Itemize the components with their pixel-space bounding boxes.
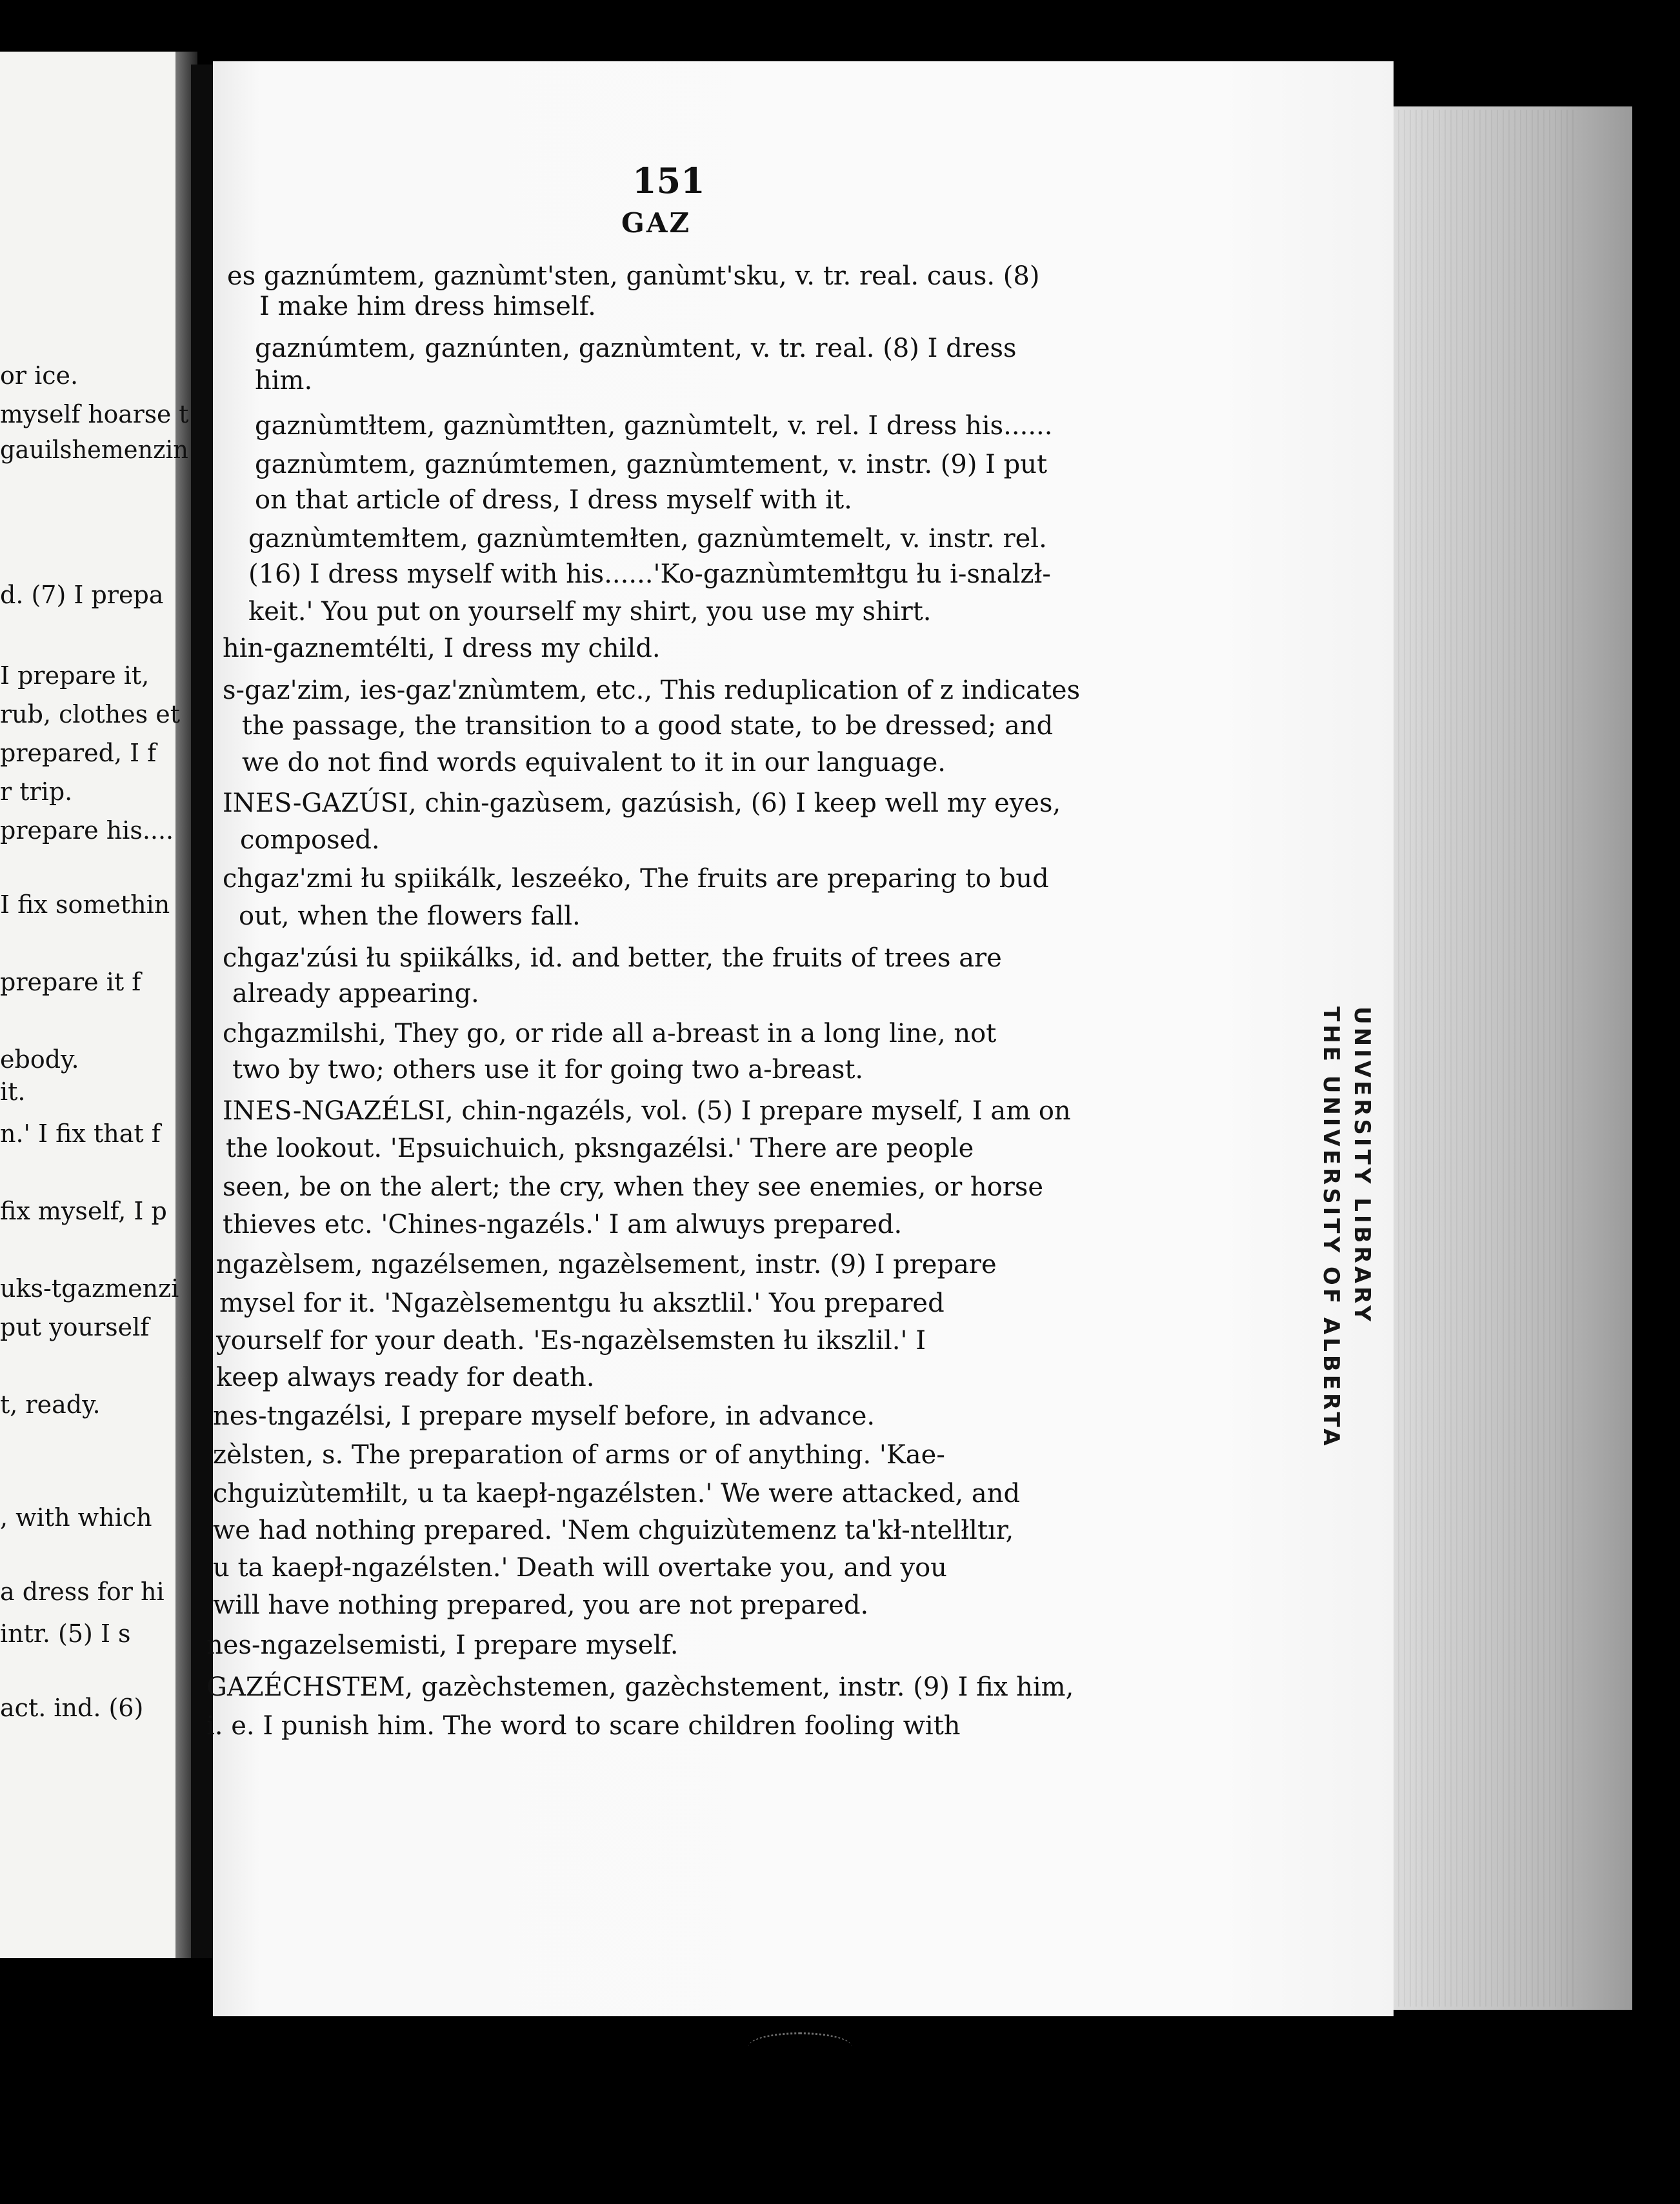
left-fragment: t, ready. xyxy=(0,1390,101,1419)
left-fragment: d. (7) I prepa xyxy=(0,581,164,609)
entry-line: zèlsten, s. The preparation of arms or of anything. 'Kae- xyxy=(213,1440,945,1470)
left-fragment: put yourself xyxy=(0,1313,150,1341)
entry-line: keep always ready for death. xyxy=(216,1363,595,1392)
entry-line: GAZÉCHSTEM, gazèchstemen, gazèchstement, instr. (9) I fix him, xyxy=(206,1672,1074,1702)
left-fragment: fix myself, I p xyxy=(0,1197,167,1225)
left-fragment: rub, clothes et xyxy=(0,700,181,728)
entry-line: thieves etc. 'Chines-ngazéls.' I am alwuys prepared. xyxy=(223,1210,903,1239)
entry-line: nes-ngazelsemisti, I prepare myself. xyxy=(206,1630,679,1660)
stamp-line-1: UNIVERSITY LIBRARY xyxy=(1349,1007,1375,1325)
entry-line: I make him dress himself. xyxy=(259,292,596,321)
left-fragment: or ice. xyxy=(0,361,79,390)
page-smudge xyxy=(748,2032,852,2060)
entry-line: we do not find words equivalent to it in our language. xyxy=(242,748,946,777)
left-fragment: r trip. xyxy=(0,777,73,806)
left-fragment: prepared, I f xyxy=(0,739,157,767)
left-fragment: intr. (5) I s xyxy=(0,1619,131,1648)
entry-line: hin-gaznemtélti, I dress my child. xyxy=(223,634,661,663)
entry-line: chgaz'zúsi łu spiikálks, id. and better, the fruits of trees are xyxy=(223,943,1002,973)
left-fragment: prepare it f xyxy=(0,968,141,996)
entry-line: the lookout. 'Epsuichuich, pksngazélsi.' There are people xyxy=(226,1134,974,1163)
page-number: 151 xyxy=(632,160,705,201)
entry-line: gaznúmtem, gaznúnten, gaznùmtent, v. tr. real. (8) I dress xyxy=(255,334,1017,363)
left-fragment: I prepare it, xyxy=(0,661,150,690)
entry-line: keit.' You put on yourself my shirt, you use my shirt. xyxy=(248,597,932,626)
entry-line: nes-tngazélsi, I prepare myself before, in advance. xyxy=(213,1401,875,1431)
entry-line: gaznùmtłtem, gaznùmtłten, gaznùmtelt, v. rel. I dress his...... xyxy=(255,411,1053,441)
entry-line: u ta kaepł-ngazélsten.' Death will overtake you, and you xyxy=(213,1553,947,1583)
entry-line: INES-GAZÚSI, chin-gazùsem, gazúsish, (6) I keep well my eyes, xyxy=(223,788,1061,818)
entry-line: will have nothing prepared, you are not prepared. xyxy=(213,1590,869,1620)
left-page xyxy=(0,52,194,1958)
left-fragment: it. xyxy=(0,1077,26,1106)
entry-line: on that article of dress, I dress myself with it. xyxy=(255,485,852,515)
entry-line: ngazèlsem, ngazélsemen, ngazèlsement, instr. (9) I prepare xyxy=(216,1250,997,1279)
library-stamp xyxy=(1315,1007,1377,1449)
entry-line: chgaz'zmi łu spiikálk, leszeéko, The fruits are preparing to bud xyxy=(223,864,1049,894)
left-fragment: a dress for hi xyxy=(0,1578,165,1606)
fore-edge-texture xyxy=(1381,110,1574,2007)
left-fragment: prepare his.... xyxy=(0,816,174,845)
entry-line: (16) I dress myself with his......'Ko-gaznùmtemłtgu łu i-snalzł- xyxy=(248,559,1051,589)
entry-line: seen, be on the alert; the cry, when they see enemies, or horse xyxy=(223,1172,1044,1202)
entry-line: chgazmilshi, They go, or ride all a-breast in a long line, not xyxy=(223,1019,997,1048)
left-fragment: uks-tgazmenzi xyxy=(0,1274,179,1303)
left-fragment: , with which xyxy=(0,1503,152,1532)
entry-line: him. xyxy=(255,366,313,396)
entry-line: i. e. I punish him. The word to scare children fooling with xyxy=(206,1711,961,1741)
entry-line: we had nothing prepared. 'Nem chguizùtemenz ta'kł-ntelłltır, xyxy=(213,1516,1014,1545)
left-fragment: gauilshemenzin xyxy=(0,436,188,464)
entry-line: yourself for your death. 'Es-ngazèlsemsten łu ikszlil.' I xyxy=(216,1326,926,1356)
entry-line: composed. xyxy=(240,825,380,855)
stamp-line-2: THE UNIVERSITY OF ALBERTA xyxy=(1318,1007,1344,1449)
left-fragment: myself hoarse t xyxy=(0,400,189,428)
entry-line: gaznùmtemłtem, gaznùmtemłten, gaznùmtemelt, v. instr. rel. xyxy=(248,524,1047,554)
left-fragment: n.' I fix that f xyxy=(0,1119,161,1148)
entry-line: out, when the flowers fall. xyxy=(239,901,581,931)
entry-line: es gaznúmtem, gaznùmt'sten, ganùmt'sku, v. tr. real. caus. (8) xyxy=(227,261,1040,291)
entry-line: the passage, the transition to a good state, to be dressed; and xyxy=(242,711,1054,741)
entry-line: mysel for it. 'Ngazèlsementgu łu aksztlil.' You prepared xyxy=(219,1288,945,1318)
entry-line: s-gaz'zim, ies-gaz'znùmtem, etc., This reduplication of z indicates xyxy=(223,676,1081,705)
entry-line: two by two; others use it for going two a-breast. xyxy=(232,1055,864,1085)
left-fragment: ebody. xyxy=(0,1045,79,1074)
running-head: GAZ xyxy=(621,207,692,239)
entry-line: INES-NGAZÉLSI, chin-ngazéls, vol. (5) I prepare myself, I am on xyxy=(223,1096,1071,1126)
left-fragment: act. ind. (6) xyxy=(0,1694,144,1722)
entry-line: already appearing. xyxy=(232,979,479,1008)
left-fragment: I fix somethin xyxy=(0,890,170,919)
entry-line: gaznùmtem, gaznúmtemen, gaznùmtement, v. instr. (9) I put xyxy=(255,450,1048,479)
entry-line: chguizùtemłilt, u ta kaepł-ngazélsten.' We were attacked, and xyxy=(213,1479,1021,1508)
